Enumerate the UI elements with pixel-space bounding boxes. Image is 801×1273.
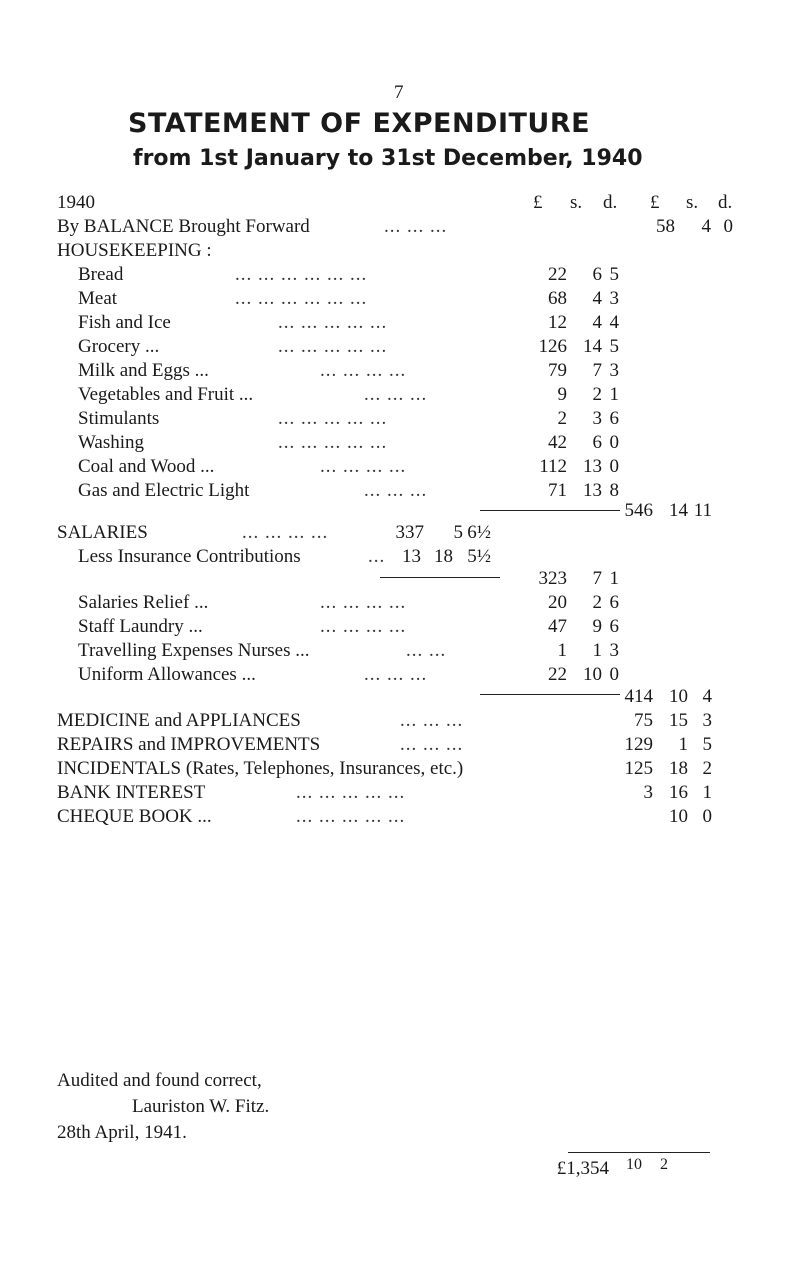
salaries-gross-pounds: 337 xyxy=(395,522,424,543)
page-subtitle: from 1st January to 31st December, 1940 xyxy=(133,146,643,171)
item-pence: 4 xyxy=(609,312,619,333)
salaries-net-rule xyxy=(380,577,500,578)
item-leader: ... ... ... xyxy=(364,664,428,685)
salaries-net-pence: 1 xyxy=(609,568,619,589)
item-shillings: 2 xyxy=(592,592,602,613)
item-pounds: 3 xyxy=(643,782,653,803)
item-pence: 1 xyxy=(609,384,619,405)
item-label: REPAIRS and IMPROVEMENTS xyxy=(57,734,321,755)
housekeeping-heading: HOUSEKEEPING : xyxy=(57,240,212,261)
item-label: Fish and Ice xyxy=(78,312,171,333)
item-label: Gas and Electric Light xyxy=(78,480,250,501)
item-pence: 0 xyxy=(702,806,712,827)
item-leader: ... ... ... xyxy=(400,710,464,731)
item-pounds: 125 xyxy=(624,758,653,779)
salaries-total-pence: 4 xyxy=(702,686,712,707)
item-leader: ... ... ... ... ... xyxy=(296,806,406,827)
item-leader: ... ... ... xyxy=(364,384,428,405)
item-shillings: 15 xyxy=(669,710,688,731)
header-shilling-2: s. xyxy=(686,192,699,213)
item-leader: ... ... ... ... xyxy=(320,616,407,637)
item-pence: 6 xyxy=(609,592,619,613)
item-label: Meat xyxy=(78,288,118,309)
item-pence: 5 xyxy=(609,336,619,357)
item-pounds: 22 xyxy=(548,264,567,285)
item-label: MEDICINE and APPLIANCES xyxy=(57,710,301,731)
balance-leader: ... ... ... xyxy=(384,216,448,237)
item-label: BANK INTEREST xyxy=(57,782,206,803)
balance-label: By BALANCE Brought Forward xyxy=(57,216,310,237)
balance-pence: 0 xyxy=(723,216,733,237)
item-shillings: 13 xyxy=(583,456,602,477)
header-pound-2: £ xyxy=(650,192,660,213)
header-pound-1: £ xyxy=(533,192,543,213)
item-pounds: 42 xyxy=(548,432,567,453)
auditor-signature: Lauriston W. Fitz. xyxy=(132,1096,270,1117)
item-shillings: 16 xyxy=(669,782,688,803)
header-pence-2: d. xyxy=(718,192,733,213)
item-shillings: 3 xyxy=(592,408,602,429)
item-pence: 0 xyxy=(609,456,619,477)
item-shillings: 13 xyxy=(583,480,602,501)
item-shillings: 9 xyxy=(592,616,602,637)
housekeeping-subtotal-rule xyxy=(480,510,620,511)
item-shillings: 6 xyxy=(592,264,602,285)
item-pounds: 112 xyxy=(539,456,567,477)
item-pounds: 1 xyxy=(557,640,567,661)
item-shillings: 1 xyxy=(678,734,688,755)
housekeeping-total-pounds: 546 xyxy=(624,500,653,521)
item-pounds: 79 xyxy=(548,360,567,381)
item-shillings: 2 xyxy=(592,384,602,405)
item-leader: ... ... ... ... ... xyxy=(278,432,388,453)
item-shillings: 14 xyxy=(583,336,602,357)
item-pence: 6 xyxy=(609,616,619,637)
item-pounds: 22 xyxy=(548,664,567,685)
item-label: Milk and Eggs ... xyxy=(78,360,209,381)
item-label: Stimulants xyxy=(78,408,160,429)
item-label: Salaries Relief ... xyxy=(78,592,209,613)
item-pence: 0 xyxy=(609,432,619,453)
year-label: 1940 xyxy=(57,192,95,213)
item-leader: ... ... ... ... xyxy=(320,456,407,477)
item-pounds: 75 xyxy=(634,710,653,731)
page-title: STATEMENT OF EXPENDITURE xyxy=(128,108,591,139)
item-label: Travelling Expenses Nurses ... xyxy=(78,640,310,661)
salaries-net-shillings: 7 xyxy=(592,568,602,589)
item-shillings: 18 xyxy=(669,758,688,779)
balance-pounds: 58 xyxy=(656,216,675,237)
item-leader: ... ... ... ... ... xyxy=(296,782,406,803)
item-pence: 0 xyxy=(609,664,619,685)
item-leader: ... ... ... ... xyxy=(320,360,407,381)
item-pence: 3 xyxy=(609,360,619,381)
insurance-leader: ... xyxy=(368,546,386,567)
item-shillings: 6 xyxy=(592,432,602,453)
item-pence: 8 xyxy=(609,480,619,501)
item-shillings: 4 xyxy=(592,312,602,333)
grand-total-pence: 2 xyxy=(660,1156,668,1173)
item-leader: ... ... ... ... ... ... xyxy=(235,264,368,285)
salaries-total-shillings: 10 xyxy=(669,686,688,707)
item-leader: ... ... ... ... xyxy=(320,592,407,613)
insurance-label: Less Insurance Contributions xyxy=(78,546,301,567)
grand-total-pounds: £1,354 xyxy=(556,1158,609,1179)
audit-date: 28th April, 1941. xyxy=(57,1122,187,1143)
salaries-subtotal-rule xyxy=(480,694,620,695)
item-pounds: 12 xyxy=(548,312,567,333)
item-leader: ... ... ... xyxy=(364,480,428,501)
item-pence: 2 xyxy=(702,758,712,779)
item-pence: 5 xyxy=(702,734,712,755)
item-pence: 3 xyxy=(702,710,712,731)
item-leader: ... ... ... xyxy=(400,734,464,755)
item-pence: 3 xyxy=(609,640,619,661)
item-leader: ... ... ... ... ... xyxy=(278,408,388,429)
item-pounds: 126 xyxy=(538,336,567,357)
salaries-label: SALARIES xyxy=(57,522,148,543)
item-pounds: 9 xyxy=(557,384,567,405)
item-label: Coal and Wood ... xyxy=(78,456,215,477)
item-pounds: 129 xyxy=(624,734,653,755)
balance-shillings: 4 xyxy=(701,216,711,237)
insurance-pounds: 13 xyxy=(402,546,421,567)
item-pounds: 68 xyxy=(548,288,567,309)
item-label: Washing xyxy=(78,432,145,453)
item-shillings: 7 xyxy=(592,360,602,381)
item-label: CHEQUE BOOK ... xyxy=(57,806,212,827)
salaries-leader: ... ... ... ... xyxy=(242,522,329,543)
salaries-gross-pence: 6½ xyxy=(467,522,491,543)
item-shillings: 4 xyxy=(592,288,602,309)
item-leader: ... ... ... ... ... ... xyxy=(235,288,368,309)
item-pence: 3 xyxy=(609,288,619,309)
item-label: Uniform Allowances ... xyxy=(78,664,256,685)
item-shillings: 1 xyxy=(592,640,602,661)
item-label: Grocery ... xyxy=(78,336,160,357)
item-label: Bread xyxy=(78,264,124,285)
item-pounds: 71 xyxy=(548,480,567,501)
page-number: 7 xyxy=(394,82,404,103)
insurance-shillings: 18 xyxy=(434,546,453,567)
item-leader: ... ... ... ... ... xyxy=(278,312,388,333)
item-pence: 1 xyxy=(702,782,712,803)
item-label: Staff Laundry ... xyxy=(78,616,203,637)
grand-total-rule xyxy=(568,1152,710,1153)
item-leader: ... ... xyxy=(406,640,447,661)
item-shillings: 10 xyxy=(583,664,602,685)
item-pence: 5 xyxy=(609,264,619,285)
salaries-total-pounds: 414 xyxy=(624,686,653,707)
insurance-pence: 5½ xyxy=(467,546,491,567)
item-pence: 6 xyxy=(609,408,619,429)
item-pounds: 20 xyxy=(548,592,567,613)
item-pounds: 2 xyxy=(557,408,567,429)
item-pounds: 47 xyxy=(548,616,567,637)
item-label: Vegetables and Fruit ... xyxy=(78,384,254,405)
header-shilling-1: s. xyxy=(570,192,583,213)
item-label: INCIDENTALS (Rates, Telephones, Insurances, etc.) xyxy=(57,758,464,779)
header-pence-1: d. xyxy=(603,192,618,213)
salaries-gross-shillings: 5 xyxy=(453,522,463,543)
grand-total-shillings: 10 xyxy=(626,1156,642,1173)
housekeeping-total-shillings: 14 xyxy=(669,500,688,521)
item-shillings: 10 xyxy=(669,806,688,827)
salaries-net-pounds: 323 xyxy=(538,568,567,589)
audit-statement: Audited and found correct, xyxy=(57,1070,262,1091)
item-leader: ... ... ... ... ... xyxy=(278,336,388,357)
housekeeping-total-pence: 11 xyxy=(693,500,712,521)
